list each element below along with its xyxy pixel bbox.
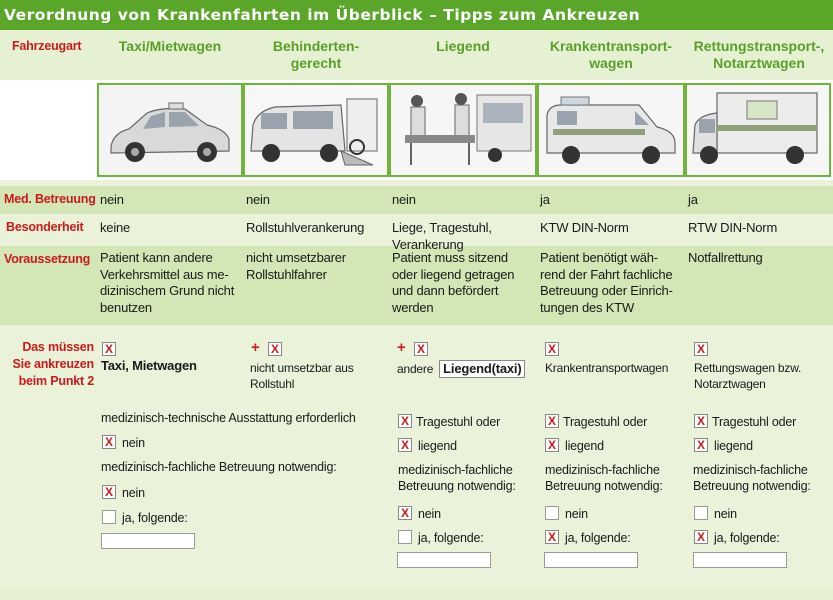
voraussetzung-line: nicht umsetzbarer <box>246 250 346 265</box>
liegend-betreuung-nein-checkbox[interactable]: X <box>398 506 412 520</box>
left-betreuung-ja-checkbox[interactable] <box>102 510 116 524</box>
ausstattung-nein-label: nein <box>122 436 145 450</box>
ktw-betreuung-ja-checkbox[interactable]: X <box>545 530 559 544</box>
ktw-folgende-input[interactable] <box>544 552 638 568</box>
voraussetzung-line: oder liegend getragen <box>392 266 515 282</box>
row-label-line: Das müssen <box>22 340 94 354</box>
ausstattung-label: medizinisch-technische Ausstattung erforderlich <box>101 411 356 425</box>
ktw-choice-label: Krankentransportwagen <box>545 361 669 375</box>
col-head-taxi <box>97 30 243 80</box>
col-head-liegend <box>389 30 537 80</box>
voraussetzung-line: Betreuung oder Einrich- <box>540 283 673 298</box>
left-betreuung-nein-checkbox[interactable]: X <box>102 485 116 499</box>
stretcher-photo <box>389 83 537 177</box>
voraussetzung-taxi <box>97 246 243 325</box>
besonderheit-line: Liege, Tragestuhl, <box>392 220 492 235</box>
voraussetzung-line: Verkehrsmittel aus me- <box>100 266 229 282</box>
row-label-line: beim Punkt 2 <box>18 374 94 388</box>
voraussetzung-line: dizinischem Grund nicht <box>100 283 235 298</box>
photo-cell <box>97 80 243 180</box>
rtw-betreuung-ja-checkbox[interactable]: X <box>694 530 708 544</box>
besonderheit-taxi: keine <box>97 214 243 242</box>
choice-prefix: andere <box>397 362 434 376</box>
betreuung-line: Betreuung notwendig: <box>693 479 811 493</box>
liegend-tragestuhl-checkbox[interactable]: X <box>398 414 412 428</box>
betreuung-taxi: nein <box>97 186 243 214</box>
voraussetzung-line: und dann befördert <box>392 283 499 298</box>
besonderheit-line: Verankerung <box>392 236 464 252</box>
col-head-text: Behinderten- <box>272 38 360 54</box>
betreuung-line: medizinisch-fachliche <box>693 463 808 477</box>
liegend-taxi-field[interactable]: Liegend(taxi) <box>439 360 525 378</box>
col-head-text: Liegend <box>436 38 490 54</box>
voraussetzung-behindertengerecht <box>243 246 389 325</box>
ktw-ambulance-photo <box>537 83 685 177</box>
photo-cell <box>537 80 685 180</box>
betreuung-behindertengerecht: nein <box>243 186 389 214</box>
row-label-betreuung: Med. Betreuung <box>0 186 97 214</box>
betreuung-liegend: nein <box>389 186 537 214</box>
col-head-text: Krankentransport- <box>549 38 673 54</box>
choice-line: nicht umsetzbar aus <box>250 361 354 375</box>
voraussetzung-line: werden <box>392 299 434 315</box>
left-betreuung-label: medizinisch-fachliche Betreuung notwendig: <box>101 460 337 474</box>
photo-cell <box>685 80 833 180</box>
voraussetzung-line: Rollstuhlfahrer <box>246 266 327 282</box>
betreuung-line: Betreuung notwendig: <box>545 479 663 493</box>
row-label-ankreuzen <box>6 339 94 390</box>
taxi-photo <box>97 83 243 177</box>
col-head-text: Rettungstransport-, <box>693 38 825 54</box>
rtw-liegend-checkbox[interactable]: X <box>694 438 708 452</box>
col-head-behindertengerecht <box>243 30 389 80</box>
voraussetzung-line: Patient benötigt wäh- <box>540 250 658 265</box>
ktw-betreuung-label <box>545 462 663 494</box>
photo-cell <box>243 80 389 180</box>
row-label-fahrzeugart: Fahrzeugart <box>12 39 82 53</box>
photo-row-spacer <box>0 80 97 180</box>
rtw-betreuung-ja-label: ja, folgende: <box>714 531 780 545</box>
liegend-liegend-checkbox[interactable]: X <box>398 438 412 452</box>
voraussetzung-rtw <box>685 246 833 325</box>
voraussetzung-ktw <box>537 246 685 325</box>
col-head-text: Taxi/Mietwagen <box>118 38 222 54</box>
liegend-betreuung-nein-label: nein <box>418 507 441 521</box>
row-label-besonderheit: Besonderheit <box>0 214 97 242</box>
rtw-checkbox[interactable]: X <box>694 342 708 356</box>
besonderheit-behindertengerecht: Rollstuhlverankerung <box>243 214 389 242</box>
voraussetzung-line: rend der Fahrt fachliche <box>540 266 673 282</box>
row-label-line: Sie ankreuzen <box>12 357 94 371</box>
col-head-text: gerecht <box>290 55 342 71</box>
rtw-liegend-label: liegend <box>714 439 753 453</box>
besonderheit-rtw: RTW DIN-Norm <box>685 214 833 242</box>
ktw-tragestuhl-label: Tragestuhl oder <box>563 415 648 429</box>
rtw-tragestuhl-checkbox[interactable]: X <box>694 414 708 428</box>
liegend-liegend-label: liegend <box>418 439 457 453</box>
voraussetzung-liegend <box>389 246 537 325</box>
choice-line: Rollstuhl <box>250 377 295 391</box>
ktw-betreuung-nein-label: nein <box>565 507 588 521</box>
betreuung-line: medizinisch-fachliche <box>398 463 513 477</box>
voraussetzung-line: benutzen <box>100 299 152 315</box>
voraussetzung-line: Patient kann andere <box>100 250 213 265</box>
left-betreuung-nein-label: nein <box>122 486 145 500</box>
ktw-betreuung-ja-label: ja, folgende: <box>565 531 631 545</box>
left-betreuung-ja-label: ja, folgende: <box>122 511 188 525</box>
ktw-liegend-label: liegend <box>565 439 604 453</box>
spacer <box>0 325 833 336</box>
ktw-betreuung-nein-checkbox[interactable] <box>545 506 559 520</box>
row-label-voraussetzung: Voraussetzung <box>0 246 97 325</box>
plus-icon: + <box>251 339 260 356</box>
choice-line: Rettungswagen bzw. <box>694 361 802 375</box>
liegend-folgende-input[interactable] <box>397 552 491 568</box>
betreuung-ktw: ja <box>537 186 685 214</box>
choice-line: Notarztwagen <box>694 377 766 391</box>
behindertengerecht-checkbox[interactable]: X <box>268 342 282 356</box>
voraussetzung-line: tungen des KTW <box>540 299 635 315</box>
ktw-liegend-checkbox[interactable]: X <box>545 438 559 452</box>
liegend-betreuung-ja-checkbox[interactable] <box>398 530 412 544</box>
plus-icon: + <box>397 339 406 356</box>
wheelchair-van-photo <box>243 83 389 177</box>
photo-cell <box>389 80 537 180</box>
page-title: Verordnung von Krankenfahrten im Überblick – Tipps zum Ankreuzen <box>0 0 833 30</box>
liegend-betreuung-label <box>398 462 516 494</box>
rtw-folgende-input[interactable] <box>693 552 787 568</box>
liegend-betreuung-ja-label: ja, folgende: <box>418 531 484 545</box>
col-head-text: Notarztwagen <box>713 55 805 71</box>
behindertengerecht-choice-label <box>250 360 354 392</box>
left-folgende-input[interactable] <box>101 533 195 549</box>
ktw-tragestuhl-checkbox[interactable]: X <box>545 414 559 428</box>
rtw-ambulance-photo <box>685 83 831 177</box>
ausstattung-nein-checkbox[interactable]: X <box>102 435 116 449</box>
col-head-text: wagen <box>589 55 633 71</box>
rtw-betreuung-nein-label: nein <box>714 507 737 521</box>
col-head-rtw <box>685 30 833 80</box>
voraussetzung-line: Notfallrettung <box>688 250 763 265</box>
betreuung-rtw: ja <box>685 186 833 214</box>
taxi-choice-label: Taxi, Mietwagen <box>101 358 197 373</box>
taxi-checkbox[interactable]: X <box>102 342 116 356</box>
rtw-betreuung-label <box>693 462 811 494</box>
liegend-checkbox[interactable]: X <box>414 342 428 356</box>
col-head-ktw <box>537 30 685 80</box>
voraussetzung-line: Patient muss sitzend <box>392 250 508 265</box>
besonderheit-liegend <box>389 214 537 252</box>
besonderheit-ktw: KTW DIN-Norm <box>537 214 685 242</box>
liegend-tragestuhl-label: Tragestuhl oder <box>416 415 501 429</box>
rtw-choice-label <box>694 360 801 392</box>
betreuung-line: medizinisch-fachliche <box>545 463 660 477</box>
ktw-checkbox[interactable]: X <box>545 342 559 356</box>
liegend-choice-label <box>397 360 525 378</box>
rtw-betreuung-nein-checkbox[interactable] <box>694 506 708 520</box>
overview-table <box>0 30 833 600</box>
rtw-tragestuhl-label: Tragestuhl oder <box>712 415 797 429</box>
ankreuzen-section <box>0 336 833 588</box>
betreuung-line: Betreuung notwendig: <box>398 479 516 493</box>
